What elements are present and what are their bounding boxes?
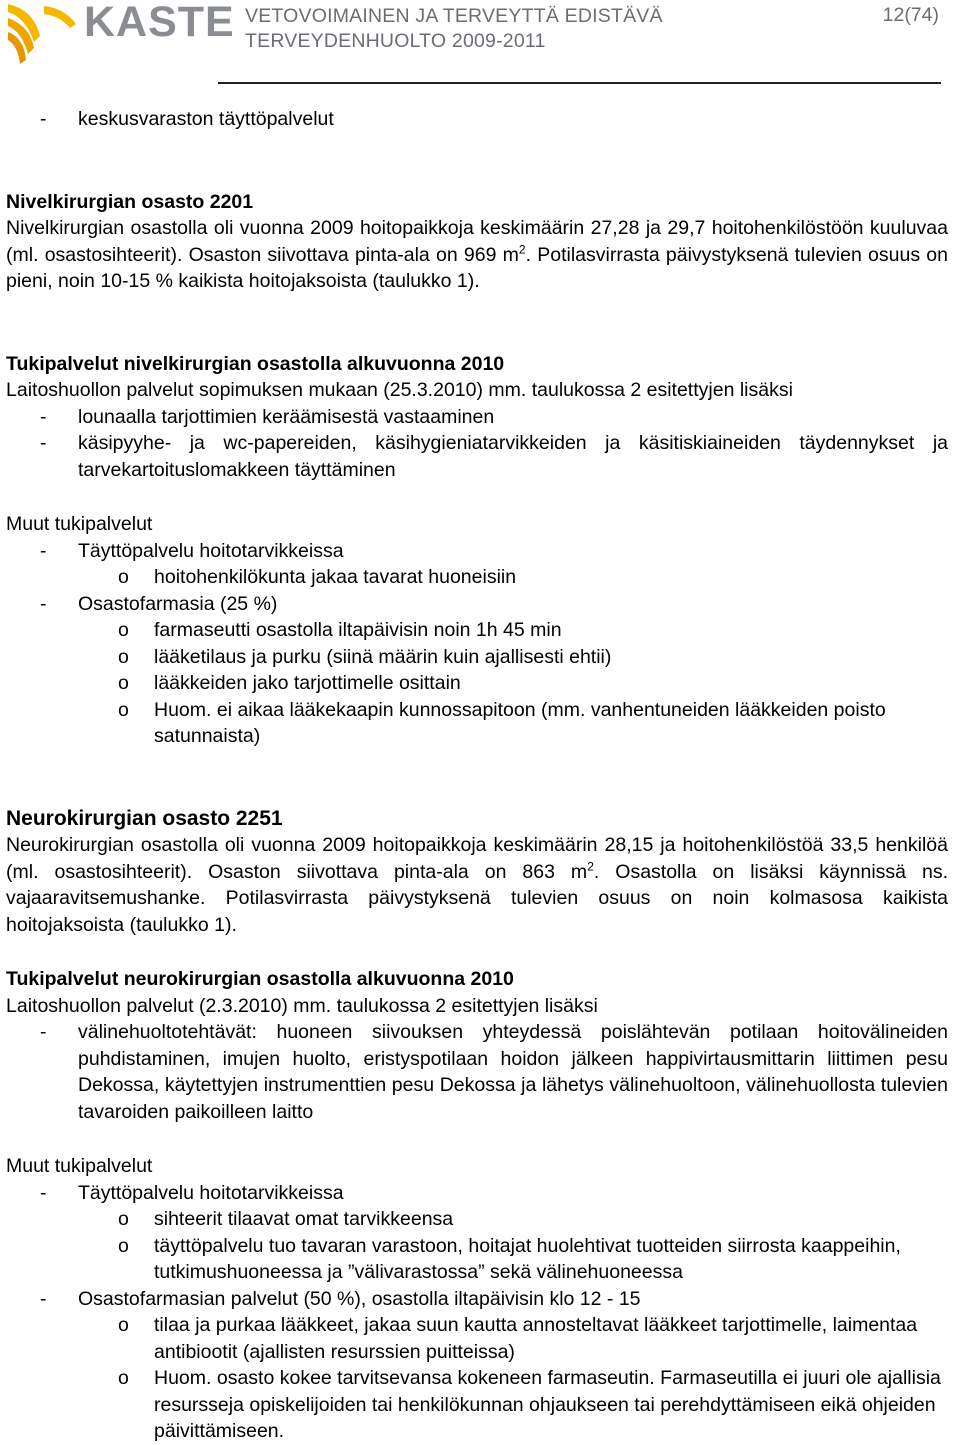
section2-paragraph-sup: 2 <box>587 859 594 873</box>
section1-paragraph-b: . Potilasvirrasta päivystyksenä tulevien osuus on pieni, noin 10-15 % kaikista hoitojaksoista (taulukko 1). <box>6 243 948 292</box>
section2-support-heading: Tukipalvelut neurokirurgian osastolla alkuvuonna 2010 <box>6 968 514 990</box>
section2-other-subitem: o Huom. osasto kokee tarvitsevansa kokeneen farmaseutin. Farmaseutilla ei juuri ole ajallisia resursseja opiskelijoiden tai henkilökunnan ohjaukseen tai perehdyttämiseen eikä ohjeiden päivittämiseen. <box>6 1365 948 1445</box>
section1-support-heading: Tukipalvelut nivelkirurgian osastolla alkuvuonna 2010 <box>6 352 505 375</box>
section2-paragraph-a: Neurokirurgian osastolla oli vuonna 2009 hoitopaikkoja keskimäärin 28,15 ja hoitohenkilöstöä 33,5 henkilöä (ml. osastosihteerit). Osaston siivottava pinta-ala on 863 m <box>6 834 948 883</box>
intro-list-item: - keskusvaraston täyttöpalvelut <box>6 106 948 133</box>
document-body <box>6 106 948 1445</box>
section1-other-subitem: o farmaseutti osastolla iltapäivisin noin 1h 45 min <box>6 617 948 644</box>
section1-support-item: - käsipyyhe- ja wc-papereiden, käsihygieniatarvikkeiden ja käsitiskiaineiden täydennykset ja tarvekartoituslomakkeen täyttäminen <box>6 430 948 483</box>
section2-other-subitem: o sihteerit tilaavat omat tarvikkeensa <box>6 1206 948 1233</box>
section1-other-item: - Osastofarmasia (25 %) <box>6 591 948 618</box>
section2-heading: Neurokirurgian osasto 2251 <box>6 806 283 830</box>
section2-paragraph-b: . Osastolla on lisäksi käynnissä ns. vajaaravitsemushanke. Potilasvirrasta päivystyksenä tulevien osuus on noin kolmasosa kaikista hoitojaksoista (taulukko 1). <box>6 860 948 936</box>
section1-paragraph-a: Nivelkirurgian osastolla oli vuonna 2009 hoitopaikkoja keskimäärin 27,28 ja 29,7 hoitohenkilöstöön kuuluvaa (ml. osastosihteerit). Osaston siivottava pinta-ala on 969 m <box>6 217 948 266</box>
section1-other-subitem: o lääketilaus ja purku (siinä määrin kuin ajallisesti ehtii) <box>6 644 948 671</box>
section2-paragraph <box>6 832 948 938</box>
section2-support-item: - välinehuoltotehtävät: huoneen siivouksen yhteydessä poislähtevän potilaan hoitovälineiden puhdistaminen, imujen huolto, eristyspotilaan hoidon jälkeen happivirtausmittarin liittimen pesu Dekossa, käytettyjen instrumenttien pesu Dekossa ja lähetys välinehuoltoon, välinehuollosta tulevien tavaroiden paikoilleen laitto <box>6 1019 948 1125</box>
section2-other-item: - Osastofarmasian palvelut (50 %), osastolla iltapäivisin klo 12 - 15 <box>6 1286 948 1313</box>
header-divider <box>218 82 941 84</box>
section2-other-item: - Täyttöpalvelu hoitotarvikkeissa <box>6 1180 948 1207</box>
section1-paragraph <box>6 215 948 295</box>
section1-heading: Nivelkirurgian osasto 2201 <box>6 190 254 213</box>
section1-other-subitem: o Huom. ei aikaa lääkekaapin kunnossapitoon (mm. vanhentuneiden lääkkeiden poisto satunnaista) <box>6 697 948 750</box>
section1-support-item: - lounaalla tarjottimien keräämisestä vastaaminen <box>6 404 948 431</box>
section1-paragraph-sup: 2 <box>518 242 526 256</box>
section1-other-subitem: o lääkkeiden jako tarjottimelle osittain <box>6 670 948 697</box>
section1-other-subitem: o hoitohenkilökunta jakaa tavarat huoneisiin <box>6 564 948 591</box>
section2-other-heading: Muut tukipalvelut <box>6 1155 153 1177</box>
header-title-line-2: TERVEYDENHUOLTO 2009-2011 <box>245 30 546 52</box>
header-title-line-1: VETOVOIMAINEN JA TERVEYTTÄ EDISTÄVÄ <box>245 5 663 27</box>
section2-other-subitem: o tilaa ja purkaa lääkkeet, jakaa suun kautta annosteltavat lääkkeet tarjottimelle, laimentaa antibiootit (ajallisten resurssien puitteissa) <box>6 1312 948 1365</box>
page-header <box>0 0 960 86</box>
page-number: 12(74) <box>882 4 939 26</box>
kaste-logo <box>4 0 235 66</box>
section1-other-heading: Muut tukipalvelut <box>6 513 153 535</box>
section2-support-intro: Laitoshuollon palvelut (2.3.2010) mm. taulukossa 2 esitettyjen lisäksi <box>6 994 598 1017</box>
section1-support-intro: Laitoshuollon palvelut sopimuksen mukaan (25.3.2010) mm. taulukossa 2 esitettyjen lisäksi <box>6 379 793 401</box>
section2-other-subitem: o täyttöpalvelu tuo tavaran varastoon, hoitajat huolehtivat tuotteiden siirrosta kaappeihin, tutkimushuoneessa ja ”välivarastossa” sekä välinehuoneessa <box>6 1233 948 1286</box>
header-title <box>245 4 663 54</box>
logo-text: KASTE <box>84 0 235 46</box>
kaste-logo-mark-icon <box>4 2 80 66</box>
section1-other-item: - Täyttöpalvelu hoitotarvikkeissa <box>6 538 948 565</box>
